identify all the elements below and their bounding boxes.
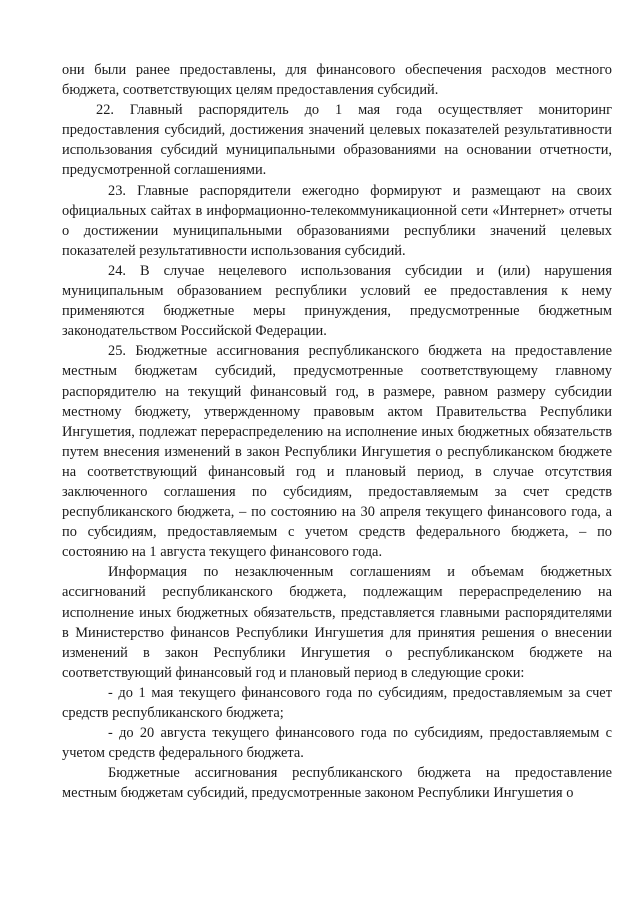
paragraph-budget-allocations: Бюджетные ассигнования республиканского бюджета на предоставление местным бюджетам субсидий, предусмотренные законом Республики Ингушетия о [62, 765, 612, 802]
paragraph-25: 25. Бюджетные ассигнования республиканского бюджета на предоставление местным бюджетам субсидий, предусмотренные соответствующему главному распорядителю на текущий финансовый год, в размере, равном размеру субсидии местному бюджету, утвержденному правовым актом Правительства Республики Ингушетия, подлежат перераспределению на исполнение иных бюджетных обязательств путем внесения изменений в закон Республики Ингушетия о республиканском бюджете на соответствующий финансовый год и плановый период, в случае отсутствия заключенного соглашения по субсидиям, предоставляемым за счет средств республиканского бюджета, – по состоянию на 30 апреля текущего финансового года, а по субсидиям, предоставляемым с учетом средств федерального бюджета, – по состоянию на 1 августа текущего финансового года. [62, 343, 612, 561]
list-item-deadline-august: - до 20 августа текущего финансового года по субсидиям, предоставляемым с учетом средств федерального бюджета. [62, 725, 612, 762]
list-item-deadline-may: - до 1 мая текущего финансового года по субсидиям, предоставляемым за счет средств республиканского бюджета; [62, 684, 612, 721]
paragraph-24: 24. В случае нецелевого использования субсидии и (или) нарушения муниципальным образованием республики условий ее предоставления к нему применяются бюджетные меры принуждения, предусмотренные бюджетным законодательством Российской Федерации. [62, 262, 612, 340]
document-page [62, 60, 612, 803]
paragraph-continuation: они были ранее предоставлены, для финансового обеспечения расходов местного бюджета, соответствующих целям предоставления субсидий. [62, 62, 612, 99]
paragraph-22: 22. Главный распорядитель до 1 мая года осуществляет мониторинг предоставления субсидий, достижения значений целевых показателей результативности использования субсидий муниципальными образованиями на основании отчетности, предусмотренной соглашениями. [62, 102, 612, 179]
paragraph-information: Информация по незаключенным соглашениям и объемам бюджетных ассигнований республиканского бюджета, подлежащим перераспределению на исполнение иных бюджетных обязательств, представляется главными распорядителями в Министерство финансов Республики Ингушетия для принятия решения о внесении изменений в закон Республики Ингушетия о республиканском бюджете на соответствующий финансовый год и плановый период в следующие сроки: [62, 564, 612, 681]
paragraph-23: 23. Главные распорядители ежегодно формируют и размещают на своих официальных сайтах в информационно-телекоммуникационной сети «Интернет» отчеты о достижении муниципальными образованиями республики значений целевых показателей результативности использования субсидий. [62, 182, 612, 259]
